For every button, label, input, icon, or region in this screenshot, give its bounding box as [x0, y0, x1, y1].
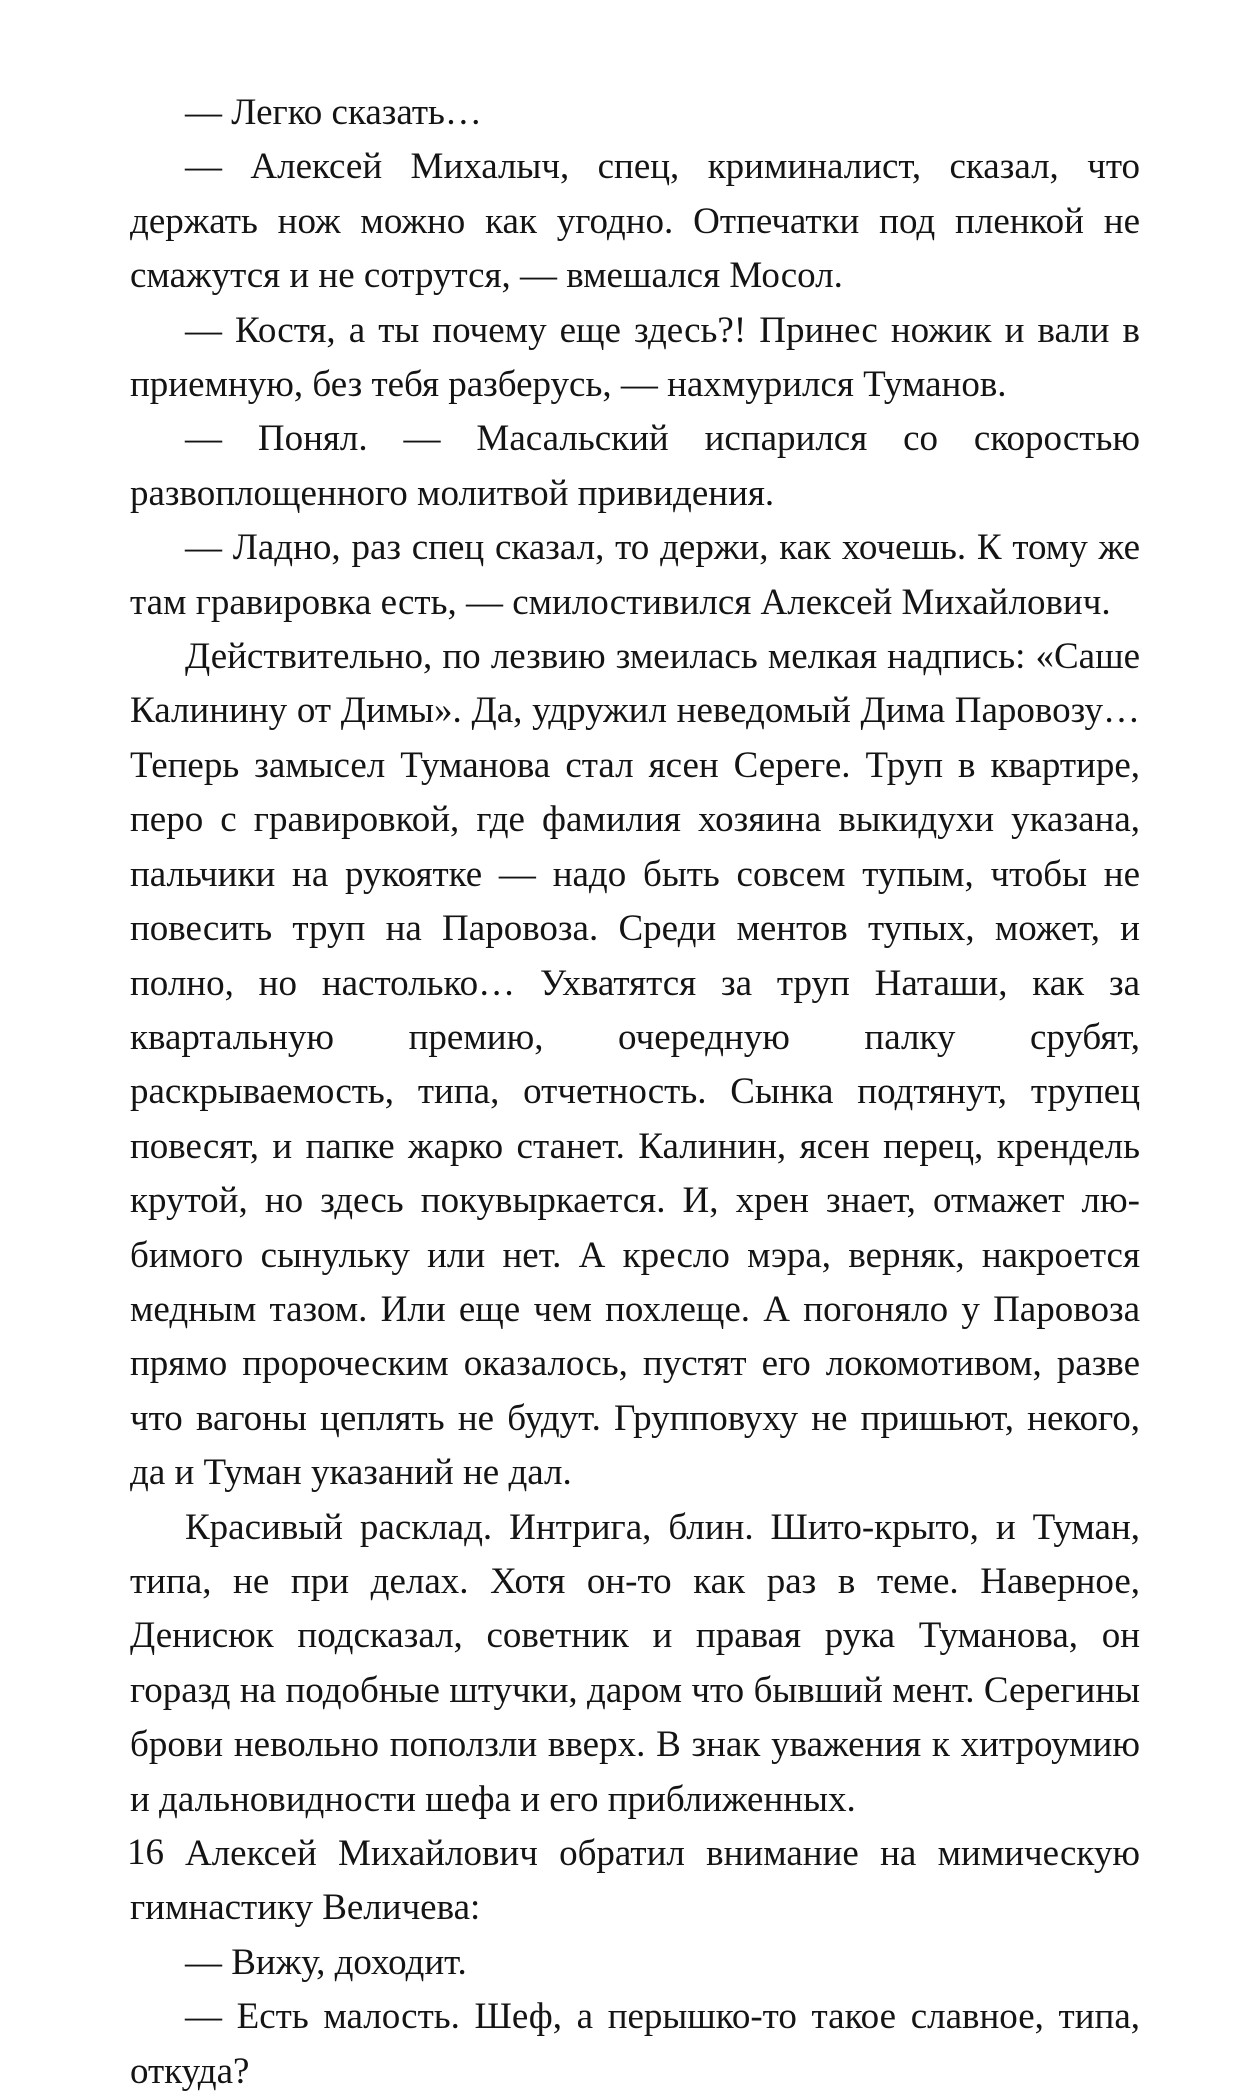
- paragraph-2: — Алексей Михалыч, спец, криминалист, сказал, что держать нож можно как угодно. Отпечатки под пленкой не смажутся и не сотрутся, — вмешался Мосол.: [130, 146, 1140, 297]
- paragraph-3: — Костя, а ты почему еще здесь?! Принес ножик и вали в приемную, без тебя разберусь, — нахмурился Туманов.: [130, 309, 1140, 406]
- page-number: 16: [127, 1832, 164, 1873]
- paragraph-8: Алексей Михайлович обратил внимание на мимическую гимнастику Величева:: [130, 1833, 1140, 1929]
- paragraph-10: — Есть малость. Шеф, а перышко-то такое славное, типа, откуда?: [130, 1996, 1140, 2092]
- paragraph-1: — Легко сказать…: [185, 92, 482, 133]
- paragraph-5: — Ладно, раз спец сказал, то держи, как хочешь. К тому же там гравировка есть, — смилостивился Алексей Михайлович.: [130, 527, 1140, 623]
- paragraph-7: Красивый расклад. Интрига, блин. Шито-крыто, и Туман, типа, не при делах. Хотя он-то как раз в теме. Наверное, Денисюк подсказал, советник и правая рука Туманова, он горазд на подобные штучки, даром что бывший мент. Серегины брови невольно поползли вверх. В знак уважения к хитроумию и дальновидности шефа и его приближенных.: [130, 1506, 1140, 1820]
- page-body: [130, 86, 1140, 2099]
- paragraph-9: — Вижу, доходит.: [185, 1941, 467, 1983]
- paragraph-6: Действительно, по лезвию змеилась мелкая надпись: «Саше Калинину от Димы». Да, удружил неведомый Дима Паровозу… Теперь замысел Туманова стал ясен Сереге. Труп в квартире, перо с гравировкой, где фамилия хозяина выкидухи указана, пальчики на рукоятке — надо быть совсем тупым, чтобы не повесить труп на Паровоза. Среди ментов тупых, может, и полно, но настолько… Ухватятся за труп Наташи, как за квартальную премию, очередную палку срубят, раскрываемость, типа, отчетность. Сынка подтянут, трупец повесят, и папке жарко станет. Калинин, ясен перец, крендель крутой, но здесь покувыркается. И, хрен знает, отмажет любимого сынульку или нет. А кресло мэра, верняк, накроется медным тазом. Или еще чем похлеще. А погоняло у Паровоза прямо пророческим оказалось, пустят его локомотивом, разве что вагоны цеплять не будут. Групповуху не пришьют, некого, да и Туман указаний не дал.: [130, 636, 1140, 1494]
- paragraph-4: — Понял. — Масальский испарился со скоростью развоплощенного молитвой привидения.: [130, 418, 1140, 514]
